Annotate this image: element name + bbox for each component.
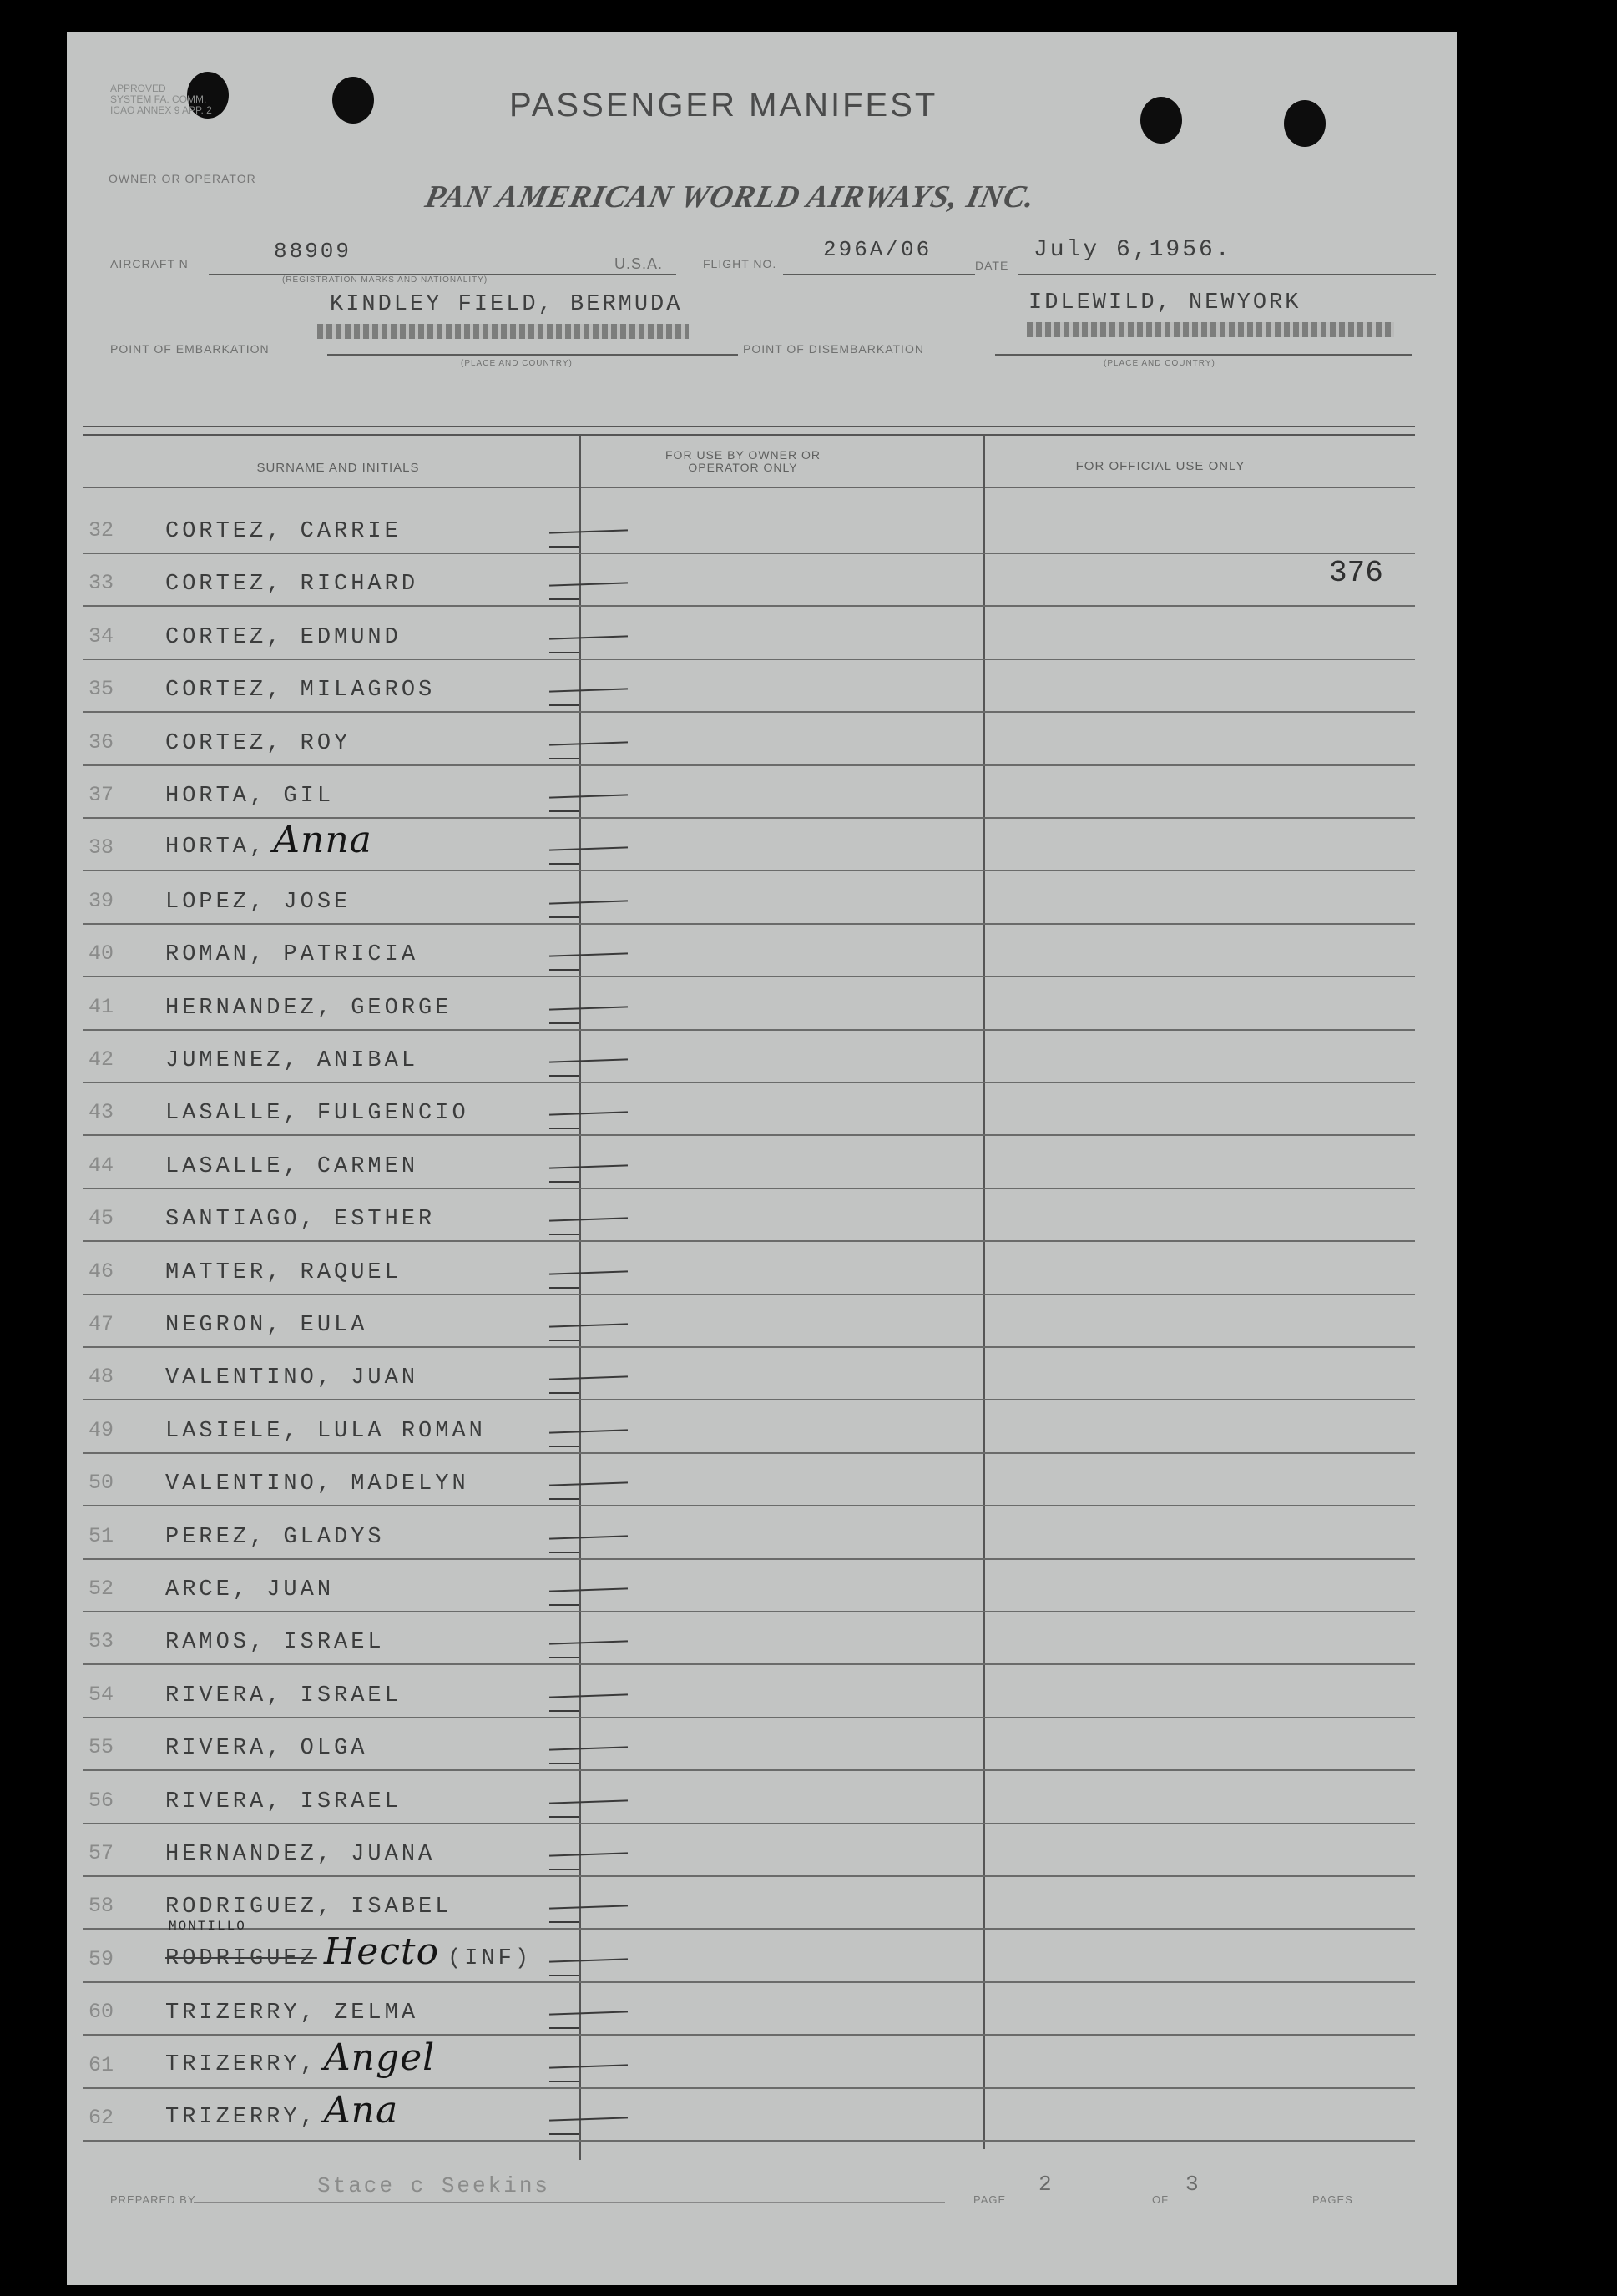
row-number: 34	[88, 623, 114, 648]
table-row	[67, 660, 1415, 713]
row-rule	[83, 2140, 1415, 2142]
passenger-name	[165, 1577, 334, 1602]
row-number: 39	[88, 888, 114, 913]
registration-note: (REGISTRATION MARKS AND NATIONALITY)	[282, 275, 488, 285]
check-mark	[549, 1287, 579, 1289]
check-mark	[549, 1852, 628, 1856]
typed-name: HORTA, GIL	[165, 784, 335, 809]
table-row	[67, 502, 1415, 554]
official-number: 376	[1329, 556, 1383, 591]
handwritten-name: Ana	[323, 2089, 399, 2132]
date-underline	[1018, 274, 1436, 275]
table-row	[67, 925, 1415, 977]
table-row	[67, 1718, 1415, 1771]
typed-name: RODRIGUEZ, ISABEL	[165, 1895, 452, 1920]
check-mark	[549, 1376, 628, 1380]
typed-name: RIVERA, OLGA	[165, 1736, 368, 1762]
of-label: OF	[1152, 2193, 1170, 2206]
row-number: 53	[88, 1629, 114, 1654]
punch-hole	[1140, 97, 1182, 144]
typed-name: HORTA,	[165, 835, 267, 860]
check-mark	[549, 1641, 628, 1645]
handwritten-name: Anna	[273, 819, 372, 862]
typed-name: CORTEZ, CARRIE	[165, 519, 402, 544]
check-mark	[549, 1763, 579, 1764]
embarkation-value: KINDLEY FIELD, BERMUDA	[330, 292, 683, 317]
check-mark	[549, 1869, 579, 1870]
aircraft-label: AIRCRAFT N	[110, 257, 189, 270]
table-row	[67, 1507, 1415, 1560]
passenger-name	[165, 942, 418, 967]
table-row	[67, 2036, 1415, 2089]
check-mark	[549, 2027, 579, 2029]
passenger-name	[165, 1154, 418, 1179]
row-number: 58	[88, 1894, 114, 1919]
check-mark	[549, 1604, 579, 1606]
disembarkation-label: POINT OF DISEMBARKATION	[743, 342, 924, 356]
passenger-name	[165, 1313, 367, 1338]
typed-name: ARCE, JUAN	[165, 1577, 335, 1602]
prepared-label: PREPARED BY	[110, 2193, 196, 2206]
typed-name: MATTER, RAQUEL	[165, 1259, 402, 1285]
check-mark	[549, 1429, 628, 1433]
check-mark	[549, 546, 579, 548]
check-mark	[549, 1799, 628, 1804]
check-mark	[549, 1693, 628, 1698]
passenger-name	[165, 1683, 402, 1708]
table-row	[67, 1918, 1415, 1983]
typed-name: LASALLE, CARMEN	[165, 1153, 419, 1179]
typed-name: RIVERA, ISRAEL	[165, 1789, 402, 1814]
check-mark	[549, 1552, 579, 1553]
row-number: 52	[88, 1577, 114, 1601]
table-row	[67, 819, 1415, 871]
check-mark	[549, 794, 628, 798]
approval-line: APPROVED	[110, 83, 166, 94]
row-number: 36	[88, 729, 114, 754]
table-row	[67, 1401, 1415, 1454]
passenger-name	[165, 678, 435, 703]
table-row	[67, 1454, 1415, 1506]
passenger-name	[165, 890, 351, 915]
check-mark	[549, 1921, 579, 1923]
airline-name: PAN AMERICAN WORLD AIRWAYS, INC.	[422, 179, 1039, 214]
row-number: 60	[88, 2000, 114, 2025]
passenger-name	[165, 1736, 367, 1761]
check-mark	[549, 810, 579, 812]
usa-label: U.S.A.	[614, 255, 664, 272]
row-number: 37	[88, 783, 114, 807]
typed-name: CORTEZ, MILAGROS	[165, 678, 436, 704]
check-mark	[549, 652, 579, 653]
row-number: 61	[88, 2052, 114, 2077]
redaction-smear	[1027, 322, 1394, 337]
typed-name: LOPEZ, JOSE	[165, 889, 351, 915]
table-row	[67, 1137, 1415, 1189]
row-number: 57	[88, 1841, 114, 1865]
table-row	[67, 978, 1415, 1031]
place-note: (PLACE AND COUNTRY)	[461, 359, 573, 368]
table-row	[67, 1560, 1415, 1612]
check-mark	[549, 1905, 628, 1910]
passenger-name	[165, 2036, 435, 2079]
passenger-name	[165, 784, 334, 809]
row-number: 48	[88, 1365, 114, 1390]
typed-name: NEGRON, EULA	[165, 1313, 368, 1338]
check-mark	[549, 1058, 628, 1062]
check-mark	[549, 1323, 628, 1327]
check-mark	[549, 1164, 628, 1168]
check-mark	[549, 1958, 628, 1962]
table-row	[67, 766, 1415, 819]
typed-name: HERNANDEZ, GEORGE	[165, 995, 452, 1021]
form-title: PASSENGER MANIFEST	[509, 87, 938, 124]
passenger-name	[165, 1101, 469, 1126]
manifest-sheet	[67, 32, 1457, 2285]
check-mark	[549, 969, 579, 971]
pages-label: PAGES	[1312, 2193, 1353, 2206]
aircraft-value: 88909	[274, 239, 352, 264]
passenger-name	[165, 1930, 532, 1973]
passenger-name	[165, 996, 452, 1021]
table-row	[67, 1189, 1415, 1242]
typed-name: VALENTINO, MADELYN	[165, 1471, 469, 1497]
passenger-name	[165, 1789, 402, 1814]
of-value: 3	[1185, 2172, 1201, 2197]
passenger-name	[165, 1207, 435, 1232]
check-mark	[549, 1128, 579, 1129]
header-bottom-rule	[83, 487, 1415, 488]
passenger-name	[165, 2001, 418, 2026]
table-row	[67, 714, 1415, 766]
row-number: 33	[88, 571, 114, 596]
disembarkation-value: IDLEWILD, NEWYORK	[1028, 290, 1301, 315]
check-mark	[549, 1535, 628, 1539]
table-row	[67, 1348, 1415, 1400]
check-mark	[549, 529, 628, 533]
check-mark	[549, 2081, 579, 2082]
check-mark	[549, 741, 628, 745]
check-mark	[549, 1270, 628, 1274]
approval-line: SYSTEM FA. COMM.	[110, 93, 207, 105]
infant-marker: (INF)	[447, 1945, 533, 1971]
table-row	[67, 1666, 1415, 1718]
check-mark	[549, 2064, 628, 2068]
table-row	[67, 1824, 1415, 1877]
passenger-name	[165, 819, 372, 861]
row-number: 54	[88, 1682, 114, 1707]
owner-label: OWNER OR OPERATOR	[109, 172, 256, 185]
table-row	[67, 1612, 1415, 1665]
row-number: 46	[88, 1259, 114, 1284]
flight-value: 296A/06	[823, 237, 932, 262]
table-row	[67, 1083, 1415, 1136]
table-row	[67, 554, 1415, 607]
check-mark	[549, 1392, 579, 1394]
row-number: 47	[88, 1312, 114, 1336]
passenger-name	[165, 2089, 398, 2132]
check-mark	[549, 916, 579, 918]
typed-name: CORTEZ, ROY	[165, 730, 351, 756]
disembarkation-underline	[995, 354, 1412, 356]
check-mark	[549, 583, 628, 587]
check-mark	[549, 1181, 579, 1183]
typed-name: TRIZERRY, ZELMA	[165, 2001, 419, 2026]
check-mark	[549, 1006, 628, 1010]
punch-hole	[332, 77, 374, 124]
passenger-name	[165, 519, 402, 544]
page-label: PAGE	[973, 2193, 1007, 2206]
typed-name: RAMOS, ISRAEL	[165, 1630, 385, 1656]
check-mark	[549, 847, 628, 851]
typed-name: PEREZ, GLADYS	[165, 1524, 385, 1550]
approval-stamp	[110, 83, 219, 116]
row-number: 32	[88, 518, 114, 542]
check-mark	[549, 1747, 628, 1751]
typed-name: RIVERA, ISRAEL	[165, 1683, 402, 1708]
table-row	[67, 1243, 1415, 1295]
row-number: 50	[88, 1471, 114, 1496]
row-number: 51	[88, 1523, 114, 1548]
check-mark	[549, 1340, 579, 1341]
passenger-name	[165, 1048, 418, 1073]
typed-name: LASALLE, FULGENCIO	[165, 1101, 469, 1127]
date-label: DATE	[975, 259, 1009, 272]
passenger-name	[165, 1260, 402, 1285]
embarkation-label: POINT OF EMBARKATION	[110, 342, 270, 356]
row-number: 45	[88, 1206, 114, 1231]
handwritten-name: Hecto	[323, 1930, 440, 1973]
check-mark	[549, 1446, 579, 1447]
typed-name: VALENTINO, JUAN	[165, 1365, 419, 1391]
table-row	[67, 2089, 1415, 2142]
table-row	[67, 1983, 1415, 2036]
table-row	[67, 1877, 1415, 1930]
typed-name: TRIZERRY,	[165, 2051, 317, 2077]
check-mark	[549, 1587, 628, 1592]
table-row	[67, 872, 1415, 925]
typed-name: TRIZERRY,	[165, 2105, 317, 2130]
punch-hole	[1284, 100, 1326, 147]
column-surname: SURNAME AND INITIALS	[256, 461, 420, 475]
prepared-value: Stace c Seekins	[317, 2173, 551, 2198]
check-mark	[549, 1657, 579, 1658]
row-number: 55	[88, 1735, 114, 1760]
passenger-name	[165, 1630, 385, 1655]
passenger-name	[165, 1365, 418, 1390]
row-number: 56	[88, 1788, 114, 1813]
flight-underline	[783, 274, 975, 275]
typed-name: CORTEZ, EDMUND	[165, 624, 402, 650]
check-mark	[549, 2011, 628, 2016]
redaction-smear	[317, 324, 689, 339]
typed-name: HERNANDEZ, JUANA	[165, 1842, 436, 1867]
check-mark	[549, 689, 628, 693]
row-number: 59	[88, 1946, 114, 1971]
typed-name: LASIELE, LULA ROMAN	[165, 1418, 486, 1444]
row-number: 41	[88, 994, 114, 1019]
check-mark	[549, 1112, 628, 1116]
check-mark	[549, 1234, 579, 1235]
table-top-rule	[83, 426, 1415, 436]
flight-label: FLIGHT NO.	[703, 257, 777, 270]
passenger-name	[165, 1419, 486, 1444]
passenger-name	[165, 1895, 452, 1920]
row-number: 42	[88, 1047, 114, 1072]
passenger-name	[165, 731, 351, 756]
typed-name: RODRIGUEZ	[165, 1945, 317, 1971]
handwritten-name: Angel	[323, 2036, 436, 2079]
passenger-name	[165, 1471, 469, 1496]
typed-name: JUMENEZ, ANIBAL	[165, 1048, 419, 1073]
check-mark	[549, 1710, 579, 1712]
check-mark	[549, 1218, 628, 1222]
place-note: (PLACE AND COUNTRY)	[1104, 359, 1215, 368]
passenger-name	[165, 1842, 435, 1867]
table-row	[67, 1031, 1415, 1083]
row-number: 44	[88, 1153, 114, 1178]
typed-name: SANTIAGO, ESTHER	[165, 1207, 436, 1233]
check-mark	[549, 1816, 579, 1818]
row-number: 43	[88, 1100, 114, 1125]
check-mark	[549, 598, 579, 600]
check-mark	[549, 2133, 579, 2135]
column-owner-use: FOR USE BY OWNER OR OPERATOR ONLY	[665, 448, 821, 474]
page-value: 2	[1038, 2172, 1054, 2197]
passenger-name	[165, 625, 402, 650]
row-number: 49	[88, 1417, 114, 1442]
row-number: 40	[88, 941, 114, 966]
check-mark	[549, 2117, 628, 2121]
row-number: 38	[88, 835, 114, 860]
table-row	[67, 1295, 1415, 1348]
check-mark	[549, 1975, 579, 1976]
check-mark	[549, 863, 579, 865]
passenger-name	[165, 1525, 385, 1550]
row-number: 62	[88, 2106, 114, 2130]
check-mark	[549, 1482, 628, 1486]
check-mark	[549, 635, 628, 639]
embarkation-underline	[327, 354, 738, 356]
row-number: 35	[88, 677, 114, 702]
typed-name: ROMAN, PATRICIA	[165, 942, 419, 968]
approval-line: ICAO ANNEX 9 APP. 2	[110, 104, 212, 116]
column-official-use: FOR OFFICIAL USE ONLY	[1075, 459, 1246, 473]
check-mark	[549, 1022, 579, 1024]
check-mark	[549, 900, 628, 904]
typed-name: CORTEZ, RICHARD	[165, 572, 419, 598]
prepared-underline	[194, 2202, 945, 2203]
check-mark	[549, 1075, 579, 1077]
date-value: July 6,1956.	[1033, 237, 1232, 263]
passenger-name	[165, 572, 418, 597]
check-mark	[549, 1498, 579, 1500]
check-mark	[549, 758, 579, 759]
check-mark	[549, 704, 579, 706]
correction-text: MONTILLO	[169, 1918, 246, 1934]
table-row	[67, 608, 1415, 660]
check-mark	[549, 953, 628, 957]
table-row	[67, 1772, 1415, 1824]
